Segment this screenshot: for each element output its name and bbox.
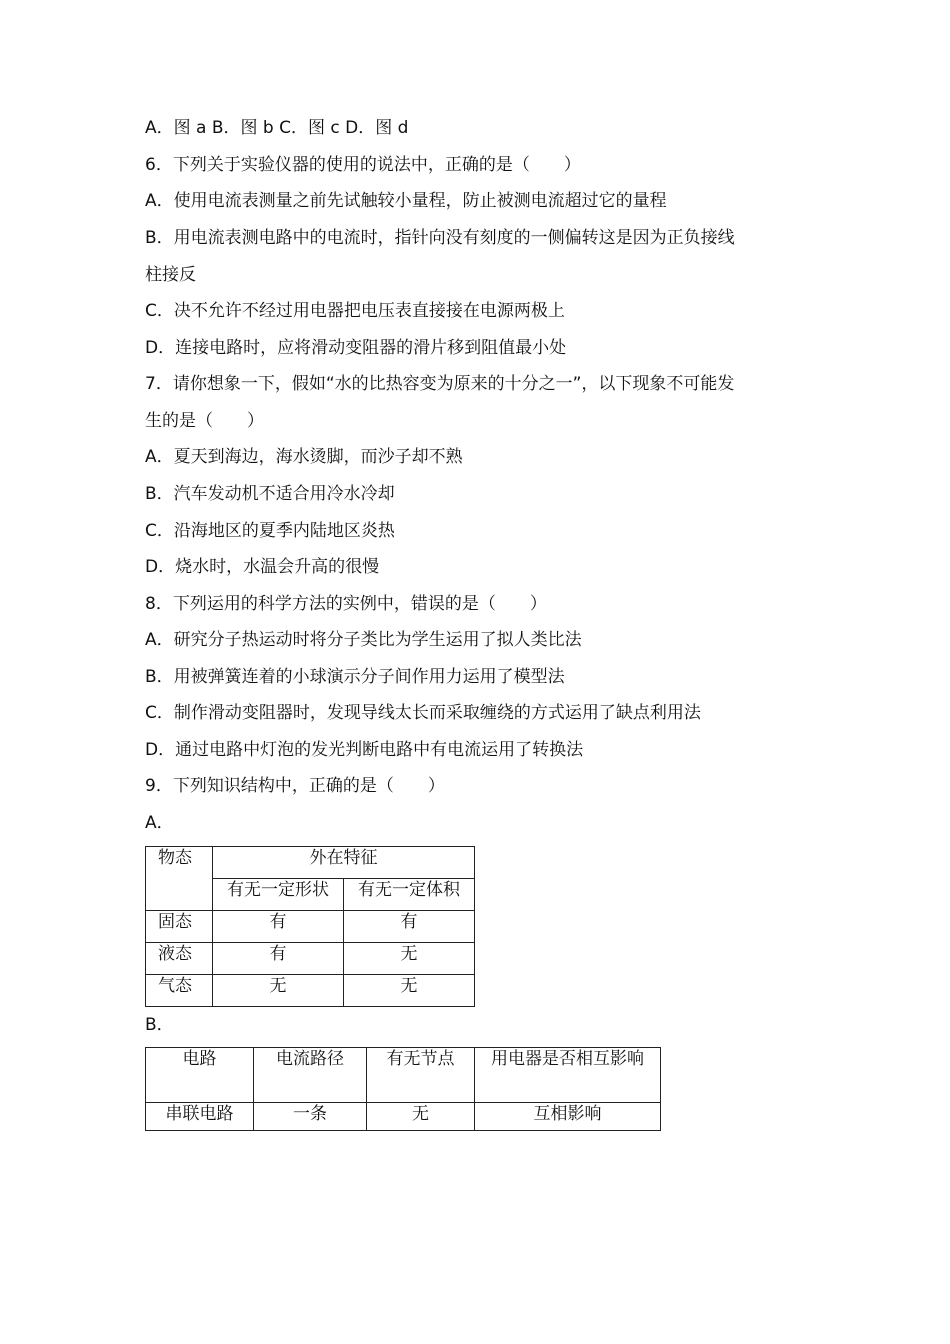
q8-option-d: D．通过电路中灯泡的发光判断电路中有电流运用了转换法 xyxy=(145,740,584,760)
influence-header: 用电器是否相互影响 xyxy=(475,1048,661,1103)
path-cell: 一条 xyxy=(254,1103,367,1131)
question-6: 6．下列关于实验仪器的使用的说法中，正确的是（ ） xyxy=(145,155,581,175)
q6-option-b-cont: 柱接反 xyxy=(145,265,196,285)
circuit-table xyxy=(145,1047,661,1131)
shape-cell: 有 xyxy=(213,943,344,975)
q7-option-a: A．夏天到海边，海水烫脚，而沙子却不熟 xyxy=(145,447,463,467)
table-row xyxy=(146,1103,661,1131)
table-row xyxy=(146,943,475,975)
q7-option-b: B．汽车发动机不适合用冷水冷却 xyxy=(145,484,395,504)
state-cell: 固态 xyxy=(146,911,213,943)
q7-option-d: D．烧水时，水温会升高的很慢 xyxy=(145,557,380,577)
q6-option-c: C．决不允许不经过用电器把电压表直接接在电源两极上 xyxy=(145,301,565,321)
question-9: 9．下列知识结构中，正确的是（ ） xyxy=(145,776,445,796)
q9-option-a-label: A． xyxy=(145,813,174,833)
question-8: 8．下列运用的科学方法的实例中，错误的是（ ） xyxy=(145,594,547,614)
table-row xyxy=(146,975,475,1007)
node-cell: 无 xyxy=(367,1103,475,1131)
feature-header: 外在特征 xyxy=(213,847,475,879)
shape-header: 有无一定形状 xyxy=(213,879,344,911)
circuit-header: 电路 xyxy=(146,1048,254,1103)
volume-cell: 有 xyxy=(344,911,475,943)
question-7-cont: 生的是（ ） xyxy=(145,411,264,431)
state-header: 物态 xyxy=(146,847,213,911)
q9-option-b-label: B． xyxy=(145,1015,174,1035)
volume-header: 有无一定体积 xyxy=(344,879,475,911)
node-header: 有无节点 xyxy=(367,1048,475,1103)
volume-cell: 无 xyxy=(344,975,475,1007)
path-header: 电流路径 xyxy=(254,1048,367,1103)
matter-states-table xyxy=(145,846,475,1007)
table-row xyxy=(146,911,475,943)
q8-option-b: B．用被弹簧连着的小球演示分子间作用力运用了模型法 xyxy=(145,667,565,687)
circuit-cell: 串联电路 xyxy=(146,1103,254,1131)
shape-cell: 有 xyxy=(213,911,344,943)
question-7: 7．请你想象一下，假如“水的比热容变为原来的十分之一”，以下现象不可能发 xyxy=(145,374,735,394)
q6-option-a: A．使用电流表测量之前先试触较小量程，防止被测电流超过它的量程 xyxy=(145,191,667,211)
shape-cell: 无 xyxy=(213,975,344,1007)
q8-option-c: C．制作滑动变阻器时，发现导线太长而采取缠绕的方式运用了缺点利用法 xyxy=(145,703,701,723)
q6-option-b: B．用电流表测电路中的电流时，指针向没有刻度的一侧偏转这是因为正负接线 xyxy=(145,228,735,248)
volume-cell: 无 xyxy=(344,943,475,975)
state-cell: 液态 xyxy=(146,943,213,975)
influence-cell: 互相影响 xyxy=(475,1103,661,1131)
state-cell: 气态 xyxy=(146,975,213,1007)
q8-option-a: A．研究分子热运动时将分子类比为学生运用了拟人类比法 xyxy=(145,630,582,650)
q6-option-d: D．连接电路时，应将滑动变阻器的滑片移到阻值最小处 xyxy=(145,338,567,358)
answer-options-q5: A．图 a B．图 b C．图 c D．图 d xyxy=(145,118,409,138)
q7-option-c: C．沿海地区的夏季内陆地区炎热 xyxy=(145,521,395,541)
